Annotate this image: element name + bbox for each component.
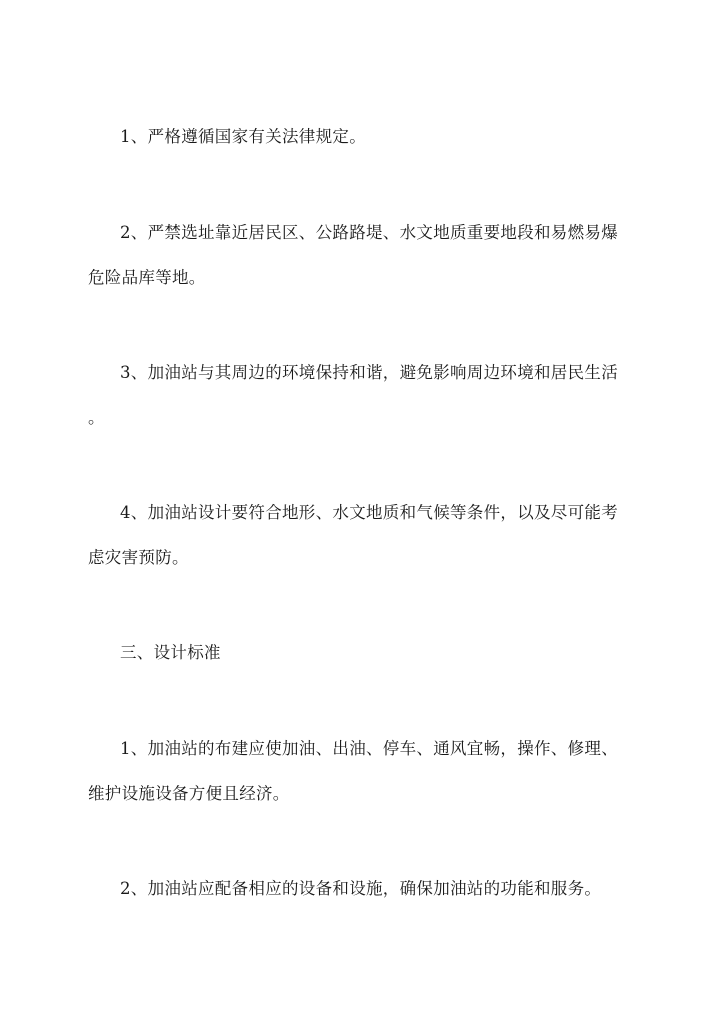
requirement-2-line-2: 危险品库等地。 bbox=[88, 268, 206, 287]
requirement-3-line-1: 3、加油站与其周边的环境保持和谐，避免影响周边环境和居民生活 bbox=[120, 363, 618, 382]
standard-1-line-2: 维护设施设备方便且经济。 bbox=[88, 784, 290, 803]
requirement-1-line-1: 1、严格遵循国家有关法律规定。 bbox=[120, 127, 366, 146]
requirement-3-line-2: 。 bbox=[88, 408, 105, 427]
requirement-4-line-2: 虑灾害预防。 bbox=[88, 548, 189, 567]
section-heading-design-standards: 三、设计标准 bbox=[120, 643, 221, 662]
requirement-4-line-1: 4、加油站设计要符合地形、水文地质和气候等条件，以及尽可能考 bbox=[120, 503, 618, 522]
requirement-2-line-1: 2、严禁选址靠近居民区、公路路堤、水文地质重要地段和易燃易爆 bbox=[120, 223, 618, 242]
standard-1-line-1: 1、加油站的布建应使加油、出油、停车、通风宜畅，操作、修理、 bbox=[120, 739, 618, 758]
standard-2-line-1: 2、加油站应配备相应的设备和设施，确保加油站的功能和服务。 bbox=[120, 879, 602, 898]
